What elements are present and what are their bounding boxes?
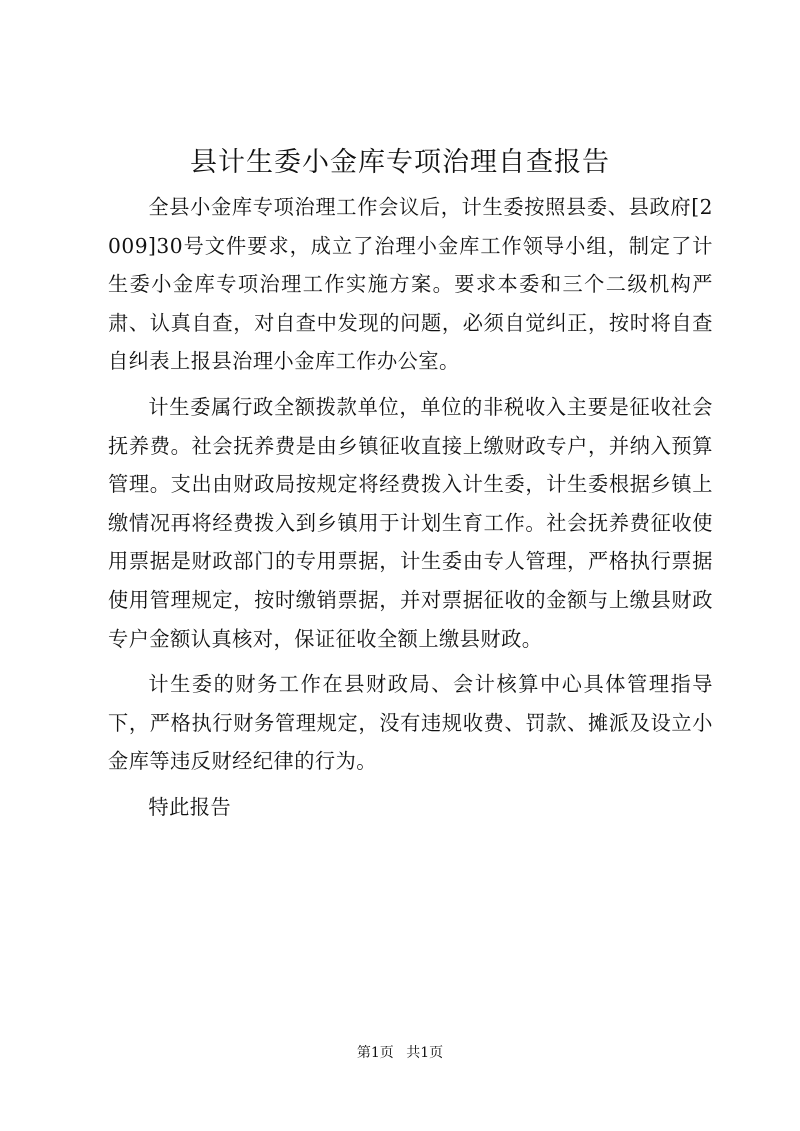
document-title: 县计生委小金库专项治理自查报告 [190, 147, 610, 178]
paragraph-2: 计生委属行政全额拨款单位，单位的非税收入主要是征收社会抚养费。社会抚养费是由乡镇征收直接上缴财政专户，并纳入预算管理。支出由财政局按规定将经费拨入计生委，计生委根据乡镇上缴情况再将经费拨入到乡镇用于计划生育工作。社会抚养费征收使用票据是财政部门的专用票据，计生委由专人管理，严格执行票据使用管理规定，按时缴销票据，并对票据征收的金额与上缴县财政专户金额认真核对，保证征收全额上缴县财政。 [108, 394, 713, 651]
page-number: 第1页 [356, 1045, 394, 1061]
closing-line: 特此报告 [148, 794, 232, 819]
document-body [108, 188, 713, 827]
page-footer [0, 1043, 800, 1063]
paragraph-3: 计生委的财务工作在县财政局、会计核算中心具体管理指导下，严格执行财务管理规定，没有违规收费、罚款、摊派及设立小金库等违反财经纪律的行为。 [108, 672, 713, 774]
page-total: 共1页 [406, 1045, 444, 1061]
paragraph-1: 全县小金库专项治理工作会议后，计生委按照县委、县政府[2009]30号文件要求，成立了治理小金库工作领导小组，制定了计生委小金库专项治理工作实施方案。要求本委和三个二级机构严肃、认真自查，对自查中发现的问题，必须自觉纠正，按时将自查自纠表上报县治理小金库工作办公室。 [108, 195, 713, 374]
